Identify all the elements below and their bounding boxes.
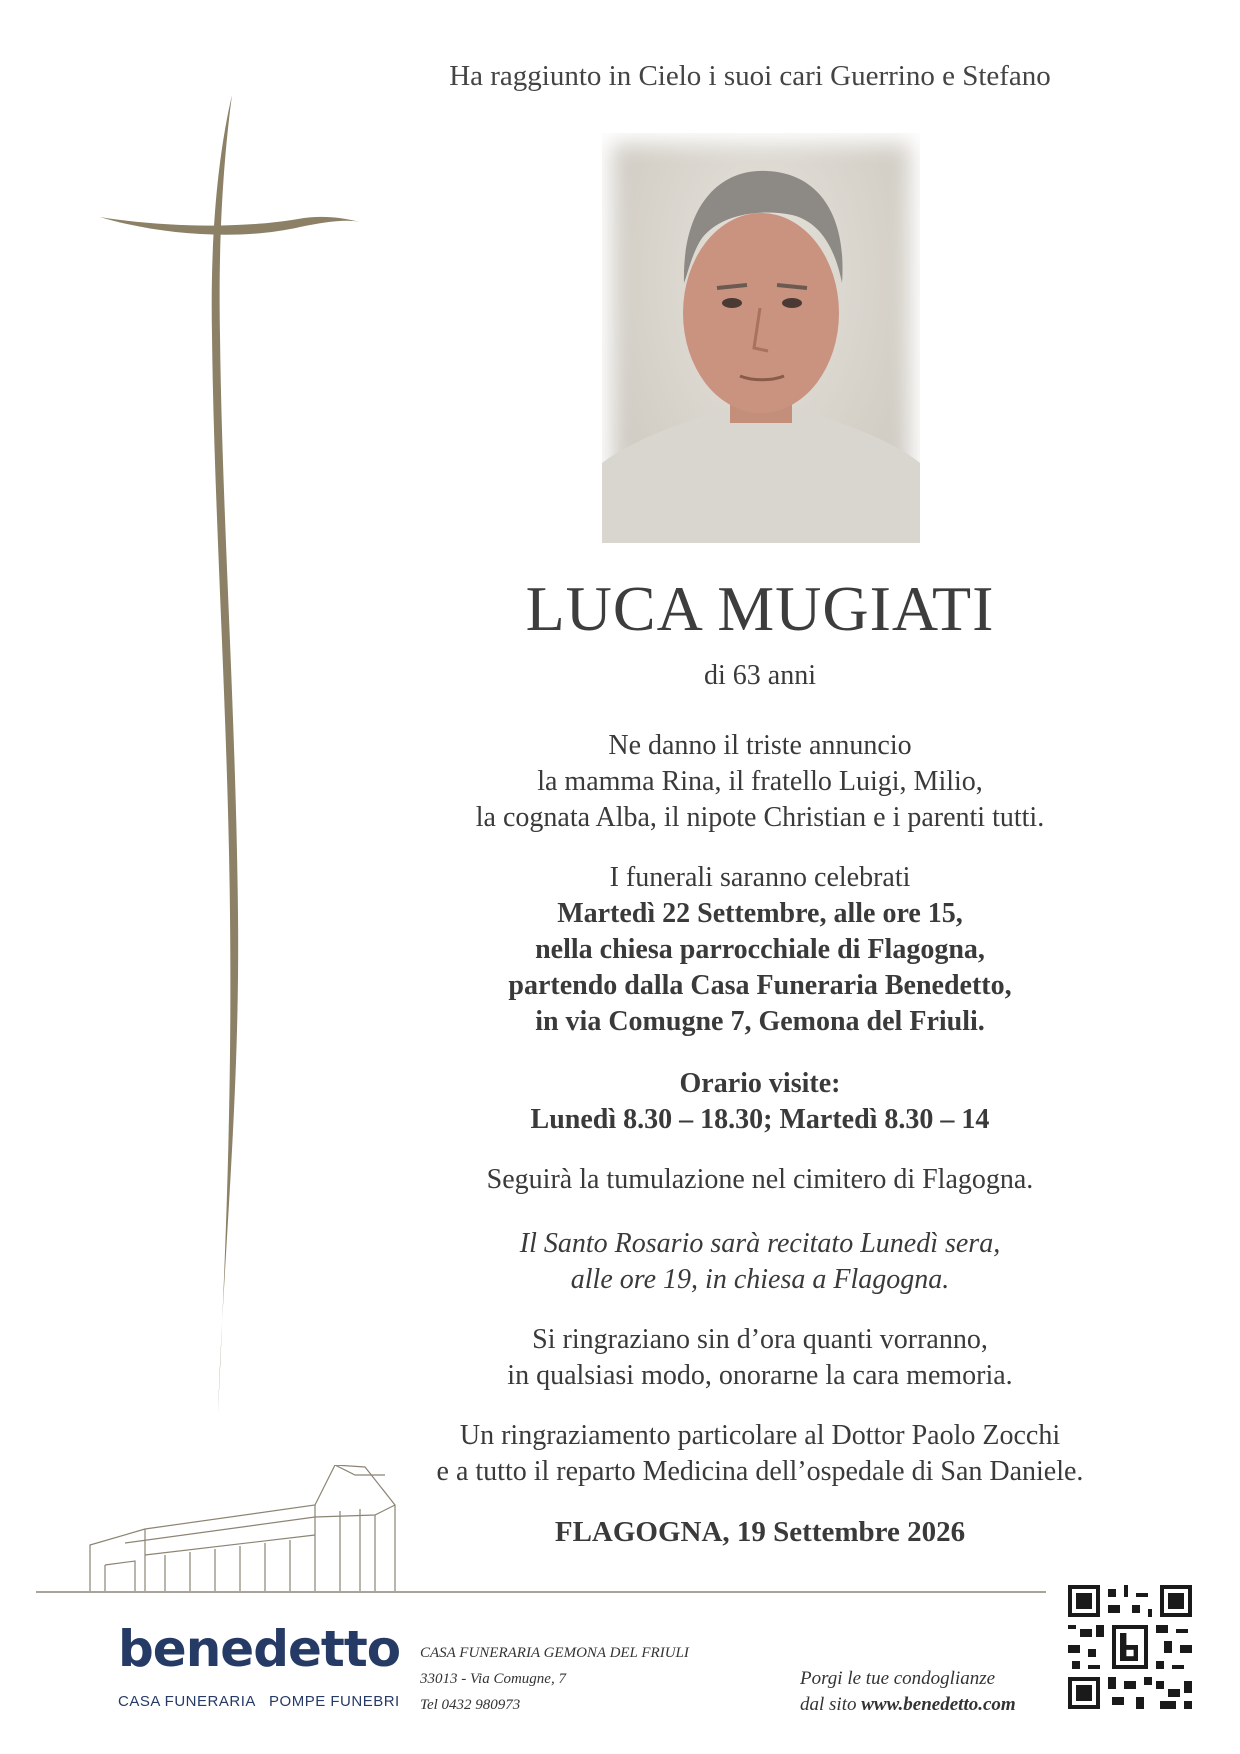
burial-line: Seguirà la tumulazione nel cimitero di Flagogna.	[486, 1164, 1034, 1195]
announcement	[380, 728, 1140, 836]
special-thanks	[380, 1418, 1140, 1490]
visits-hours: Lunedì 8.30 – 18.30; Martedì 8.30 – 14	[530, 1104, 990, 1135]
funeral-detail-line: partendo dalla Casa Funeraria Benedetto,	[508, 970, 1012, 1001]
announce-line: la cognata Alba, il nipote Christian e i parenti tutti.	[475, 802, 1045, 833]
visits-title: Orario visite:	[679, 1068, 841, 1099]
address-line: Tel 0432 980973	[420, 1697, 521, 1713]
portrait-photo	[602, 133, 920, 543]
special-thanks-line: e a tutto il reparto Medicina dell’ospedale di San Daniele.	[436, 1456, 1084, 1487]
deceased-name: LUCA MUGIATI	[525, 573, 995, 644]
address-line: 33013 - Via Comugne, 7	[420, 1671, 566, 1687]
condolences-note	[800, 1666, 1016, 1718]
place-date: FLAGOGNA, 19 Settembre 2026	[554, 1516, 966, 1548]
funeral-detail-line: nella chiesa parrocchiale di Flagogna,	[535, 934, 985, 965]
funeral-detail-line: in via Comugne 7, Gemona del Friuli.	[535, 1006, 985, 1037]
funeral-intro: I funerali saranno celebrati	[609, 862, 911, 893]
condolences-line	[800, 1692, 1016, 1718]
cross-icon	[100, 95, 360, 1415]
address-line: CASA FUNERARIA GEMONA DEL FRIULI	[420, 1645, 689, 1661]
brand-logo: benedetto	[118, 1620, 401, 1678]
condolences-line: Porgi le tue condoglianze	[800, 1668, 996, 1689]
funeral-detail-line: Martedì 22 Settembre, alle ore 15,	[557, 898, 963, 929]
brand-tagline: CASA FUNERARIA POMPE FUNEBRI	[118, 1693, 400, 1710]
visiting-hours	[380, 1066, 1140, 1138]
footer-divider	[36, 1591, 1046, 1593]
rosary-info	[380, 1226, 1140, 1298]
rosary-line: Il Santo Rosario sarà recitato Lunedì sera,	[519, 1228, 1001, 1259]
portrait-illustration	[602, 133, 920, 543]
announce-line: la mamma Rina, il fratello Luigi, Milio,	[537, 766, 983, 797]
announce-line: Ne danno il triste annuncio	[608, 730, 912, 761]
rosary-line: alle ore 19, in chiesa a Flagogna.	[570, 1264, 950, 1295]
condolences-prefix: dal sito	[800, 1694, 862, 1715]
funeral-home-building-icon	[85, 1465, 405, 1600]
qr-code-icon[interactable]	[1068, 1585, 1192, 1709]
funeral-home-address	[420, 1640, 689, 1718]
website-link[interactable]: www.benedetto.com	[861, 1694, 1016, 1715]
thanks-line: Si ringraziano sin d’ora quanti vorranno,	[532, 1324, 988, 1355]
thanks-line: in qualsiasi modo, onorarne la cara memoria.	[507, 1360, 1013, 1391]
funeral-info	[380, 860, 1140, 1040]
age-line: di 63 anni	[704, 660, 816, 691]
special-thanks-line: Un ringraziamento particolare al Dottor Paolo Zocchi	[459, 1420, 1061, 1451]
thanks	[380, 1322, 1140, 1394]
top-line: Ha raggiunto in Cielo i suoi cari Guerrino e Stefano	[449, 60, 1051, 92]
